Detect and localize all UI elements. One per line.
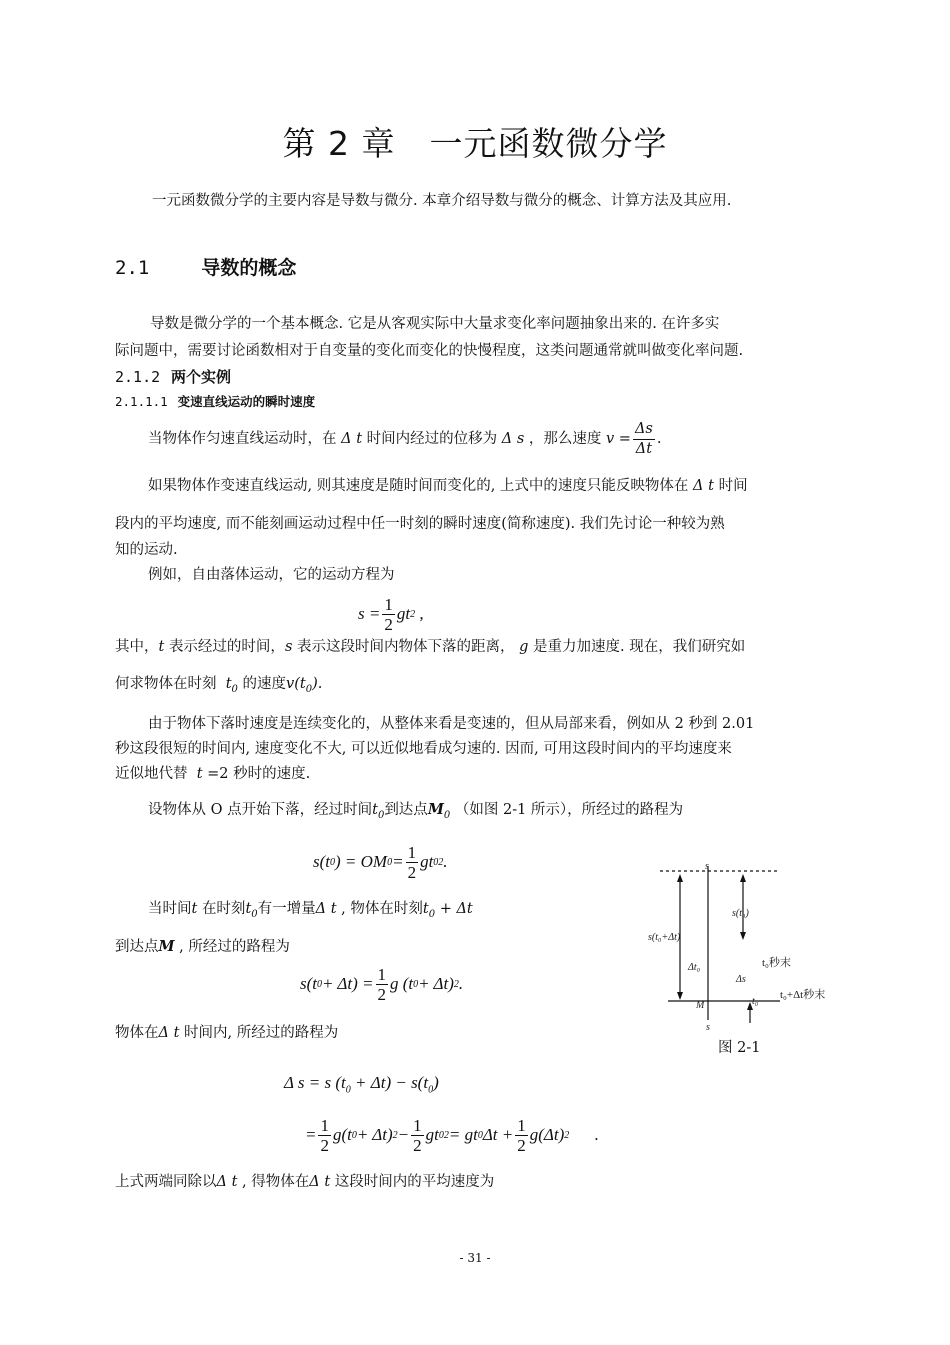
math: M (158, 938, 175, 955)
equation-free-fall: s = $\frac{1}{2}$ gt 2 , (358, 594, 424, 634)
text: 物体在 (115, 1025, 159, 1041)
fig-label-t0: t₀ (752, 996, 759, 1007)
text: 时间内, 所经过的路程为 (184, 1025, 339, 1041)
math: t (187, 766, 208, 782)
math: $t_0$ (245, 901, 258, 920)
equation-delta-s-expanded: = $\frac{1}{2}$ g(t 0 + Δt) 2 − $\frac{1}{2}$ gt 0 2 = gt 0 Δt + $\frac{1}{2}$ g(Δt) 2 . (305, 1115, 600, 1155)
math: Δ t (216, 1174, 243, 1190)
text: 表示经过的时间， (168, 639, 285, 655)
paragraph-line (115, 764, 310, 784)
math: t (158, 639, 169, 655)
fig-label-st0dt: s(t₀+Δt) (648, 932, 681, 943)
paragraph-line (148, 476, 748, 496)
paragraph-line: 段内的平均速度, 而不能刻画运动过程中任一时刻的瞬时速度(简称速度). 我们先讨论一种较为熟 (115, 516, 725, 532)
text: , 得物体在 (242, 1174, 310, 1190)
text: 表示这段时间内物体下落的距离， (297, 639, 515, 655)
paragraph-line (115, 1023, 338, 1043)
math: . (656, 431, 662, 447)
text: ，那么速度 (528, 431, 602, 447)
equation-delta-s: Δ s = s $(t_0 + \Delta t) - s(t_0)$ (284, 1073, 439, 1096)
math: Δ s (497, 431, 529, 447)
subsubsection-title: 变速直线运动的瞬时速度 (177, 394, 316, 409)
math: Δ t (315, 901, 342, 917)
text: 设物体从 O 点开始下落，经过时间 (148, 802, 373, 818)
text: 时间内经过的位移为 (366, 431, 498, 447)
equation-s-t0-dt: s(t 0 + Δt) = $\frac{1}{2}$ g (t 0 + Δt) 2 . (300, 964, 464, 1004)
text: 这段时间内的平均速度为 (334, 1174, 495, 1190)
paragraph-line (115, 1172, 494, 1192)
page-number: - 31 - (459, 1251, 491, 1265)
text: 近似地代替 (115, 766, 188, 782)
math: Δ t (309, 1174, 335, 1190)
math: $v(t_0)$ (286, 676, 318, 695)
text: 的速度 (242, 676, 287, 692)
subsection-number: 2.1.2 (115, 368, 161, 386)
math: $t_0$ (216, 676, 238, 695)
subsection-heading (115, 366, 231, 387)
text: 如果物体作变速直线运动, 则其速度是随时间而变化的, 上式中的速度只能反映物体在 (148, 478, 689, 494)
uniform-motion-line (148, 414, 661, 464)
paragraph-line (115, 637, 745, 657)
text: =2 秒时的速度. (207, 766, 311, 782)
paragraph-line (148, 899, 473, 925)
text: 当时间 (148, 901, 192, 917)
text: 时间 (718, 478, 748, 494)
paragraph-line: 秒这段很短的时间内, 速度变化不大, 可以近似地看成匀速的. 因而, 可用这段时间内的平均速度来 (115, 741, 732, 757)
figure-caption: 图 2-1 (718, 1040, 761, 1056)
math: Δ t (688, 478, 719, 494)
subsection-title: 两个实例 (170, 368, 231, 386)
paragraph-line: 导数是微分学的一个基本概念. 它是从客观实际中大量求变化率问题抽象出来的. 在许多实 (150, 316, 720, 332)
section-heading (115, 253, 296, 280)
text: 有一增量 (257, 901, 316, 917)
text: （如图 2-1 所示），所经过的路程为 (454, 802, 684, 818)
fig-label-top: s (705, 861, 709, 872)
fig-label-ds0: Δt₀ (688, 962, 701, 973)
paragraph-line: 由于物体下落时速度是连续变化的，从整体来看是变速的，但从局部来看，例如从 2 秒到 2.01 (148, 716, 755, 732)
fig-label-st0: s(t₀) (732, 908, 749, 919)
math: s (284, 639, 297, 655)
text: 何求物体在时刻 (115, 676, 217, 692)
text: 当物体作匀速直线运动时，在 (148, 431, 337, 447)
math: Δ t (158, 1025, 185, 1041)
text: 在时刻 (201, 901, 246, 917)
figure-2-1 (640, 858, 840, 1038)
text: , 所经过的路程为 (179, 939, 290, 955)
chapter-intro: 一元函数微分学的主要内容是导数与微分. 本章介绍导数与微分的概念、计算方法及其应用. (152, 193, 732, 209)
section-number: 2.1 (115, 257, 150, 279)
paragraph-line: 例如，自由落体运动，它的运动方程为 (148, 567, 395, 583)
subsubsection-number: 2.1.1.1 (115, 394, 168, 409)
text: 到达点 (115, 939, 159, 955)
paragraph-line: 际问题中，需要讨论函数相对于自变量的变化而变化的快慢程度，这类问题通常就叫做变化率问题. (115, 343, 744, 359)
equation-s-t0: s(t 0 ) = OM 0 = $\frac{1}{2}$ gt 0 2 . (313, 842, 448, 882)
chapter-title: 第 2 章 一元函数微分学 (282, 124, 668, 163)
math: $t_0 + \Delta t$ (422, 901, 473, 920)
fig-label-ds: Δs (736, 974, 746, 985)
math: t (191, 901, 202, 917)
fig-label-bottom: s (706, 1022, 710, 1033)
text: 上式两端同除以 (115, 1174, 217, 1190)
math: $t_0$ (372, 802, 385, 821)
paragraph-line: 何求物体在时刻 $t_0$ 的速度$v(t_0)$. (115, 676, 323, 695)
section-title: 导数的概念 (201, 257, 297, 279)
paragraph-line (115, 937, 290, 957)
math: $M_0$ (427, 801, 451, 821)
paragraph-line: 知的运动. (115, 542, 178, 558)
text: 到达点 (384, 802, 428, 818)
text: 是重力加速度. 现在，我们研究如 (533, 639, 746, 655)
math: Δ t (336, 431, 367, 447)
fig-label-t0dt-second: t₀+Δt秒末 (780, 989, 826, 1001)
fig-label-t0-second: t₀秒末 (762, 957, 791, 969)
math: v = (601, 431, 631, 447)
fig-label-M: M (696, 1000, 705, 1011)
paragraph-line (148, 800, 683, 826)
subsubsection-heading (115, 392, 315, 410)
text: 其中， (115, 639, 159, 655)
velocity-fraction: $\frac{\Delta s}{\Delta t}$ (634, 420, 653, 457)
math: g (514, 639, 534, 655)
text: , 物体在时刻 (341, 901, 423, 917)
